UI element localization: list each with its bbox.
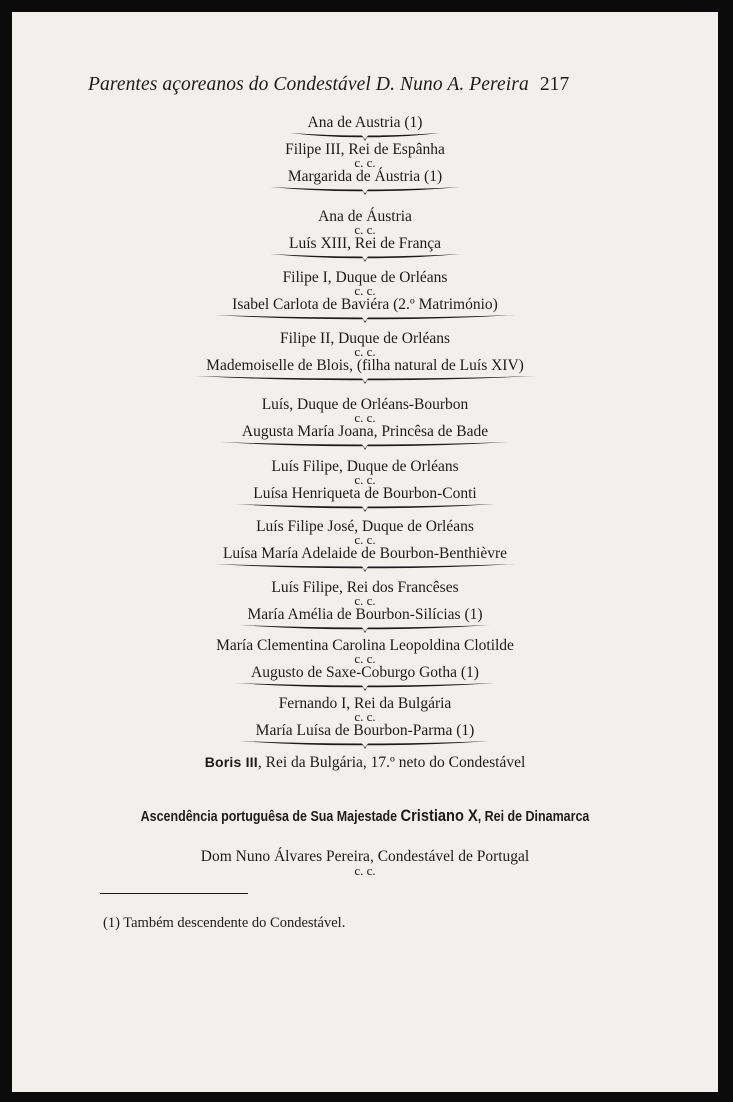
brace-shape [235, 683, 495, 691]
section-title [61, 806, 668, 826]
person-name: Fernando I, Rei da Bulgária [278, 695, 452, 712]
footnote-rule [100, 893, 248, 894]
brace-shape [195, 376, 535, 384]
spouse-name: Isabel Carlota de Baviéra (2.º Matrimónio) [232, 296, 498, 313]
generation [12, 141, 718, 196]
running-title: Parentes açoreanos do Condestável D. Nuno A. Pereira [88, 74, 529, 95]
spouse-name: Luís XIII, Rei de França [289, 235, 441, 252]
spouse-name: Mademoiselle de Blois, (filha natural de Luís XIV) [206, 357, 524, 374]
marriage-marker: c. c. [354, 593, 376, 608]
footnote: (1) Também descendente do Condestável. [103, 915, 346, 931]
generation [12, 330, 718, 385]
spouse-name: Augusta María Joana, Princêsa de Bade [241, 423, 489, 440]
person-name: Luís, Duque de Orléans-Bourbon [261, 396, 469, 413]
section-title-suffix: , Rei de Dinamarca [477, 809, 590, 825]
brace-divider [240, 740, 490, 750]
ancestor-entry [12, 848, 718, 877]
spouse-name: Augusto de Saxe-Coburgo Gotha (1) [251, 664, 479, 681]
brace-shape [215, 315, 515, 323]
brace-shape [235, 504, 495, 512]
generation [12, 518, 718, 573]
document-page [12, 12, 718, 1092]
brace-shape [240, 625, 490, 633]
page-number: 217 [539, 74, 570, 95]
marriage-marker: c. c. [354, 344, 376, 359]
brace-shape [270, 254, 460, 262]
marriage-marker: c. c. [354, 283, 376, 298]
generation [12, 695, 718, 750]
final-descendant-title: , Rei da Bulgária, 17.º neto do Condestável [257, 754, 526, 771]
brace-shape [215, 564, 515, 572]
person-name: Filipe III, Rei de Espânha [285, 141, 445, 158]
brace-divider [270, 253, 460, 263]
generation [12, 396, 718, 451]
generation [12, 114, 718, 142]
final-descendant-name: Boris III [204, 754, 258, 770]
marriage-marker: c. c. [354, 709, 376, 724]
spouse-name: Luísa Henriqueta de Bourbon-Conti [253, 485, 477, 502]
marriage-marker: c. c. [354, 410, 376, 425]
spouse-name: Margarida de Áustria (1) [287, 168, 443, 185]
marriage-marker: c. c. [354, 651, 376, 666]
final-descendant [12, 754, 718, 772]
marriage-marker: c. c. [354, 155, 376, 170]
person-name: Ana de Austria (1) [307, 114, 423, 131]
marriage-marker: c. c. [354, 472, 376, 487]
generation [12, 458, 718, 513]
marriage-marker: c. c. [354, 532, 376, 547]
person-name: Filipe I, Duque de Orléans [282, 269, 448, 286]
running-header [88, 74, 588, 96]
section-title-king: Cristiano X [400, 806, 478, 825]
generation [12, 637, 718, 692]
brace-shape [290, 133, 440, 141]
marriage-marker: c. c. [354, 222, 376, 237]
ancestor-name: Dom Nuno Álvares Pereira, Condestável de Portugal [200, 848, 530, 865]
brace-divider [240, 624, 490, 634]
brace-divider [195, 375, 535, 385]
generation [12, 579, 718, 634]
ancestor-cc: c. c. [354, 863, 376, 878]
brace-divider [235, 503, 495, 513]
generation [12, 208, 718, 263]
spouse-name: Luísa María Adelaide de Bourbon-Benthièvre [222, 545, 508, 562]
brace-shape [220, 442, 510, 450]
spouse-name: María Amélia de Bourbon-Silícias (1) [247, 606, 483, 623]
brace-divider [215, 314, 515, 324]
brace-shape [240, 741, 490, 749]
person-name: Luís Filipe, Duque de Orléans [271, 458, 459, 475]
brace-shape [270, 187, 460, 195]
section-title-prefix: Ascendência portuguêsa de Sua Majestade [140, 809, 401, 825]
brace-divider [270, 186, 460, 196]
person-name: Luís Filipe, Rei dos Francêses [271, 579, 459, 596]
person-name: María Clementina Carolina Leopoldina Clotilde [216, 637, 514, 654]
person-name: Luís Filipe José, Duque de Orléans [256, 518, 474, 535]
spouse-name: María Luísa de Bourbon-Parma (1) [255, 722, 475, 739]
brace-divider [235, 682, 495, 692]
person-name: Filipe II, Duque de Orléans [279, 330, 451, 347]
brace-divider [215, 563, 515, 573]
brace-divider [220, 441, 510, 451]
person-name: Ana de Áustria [318, 208, 412, 225]
generation [12, 269, 718, 324]
